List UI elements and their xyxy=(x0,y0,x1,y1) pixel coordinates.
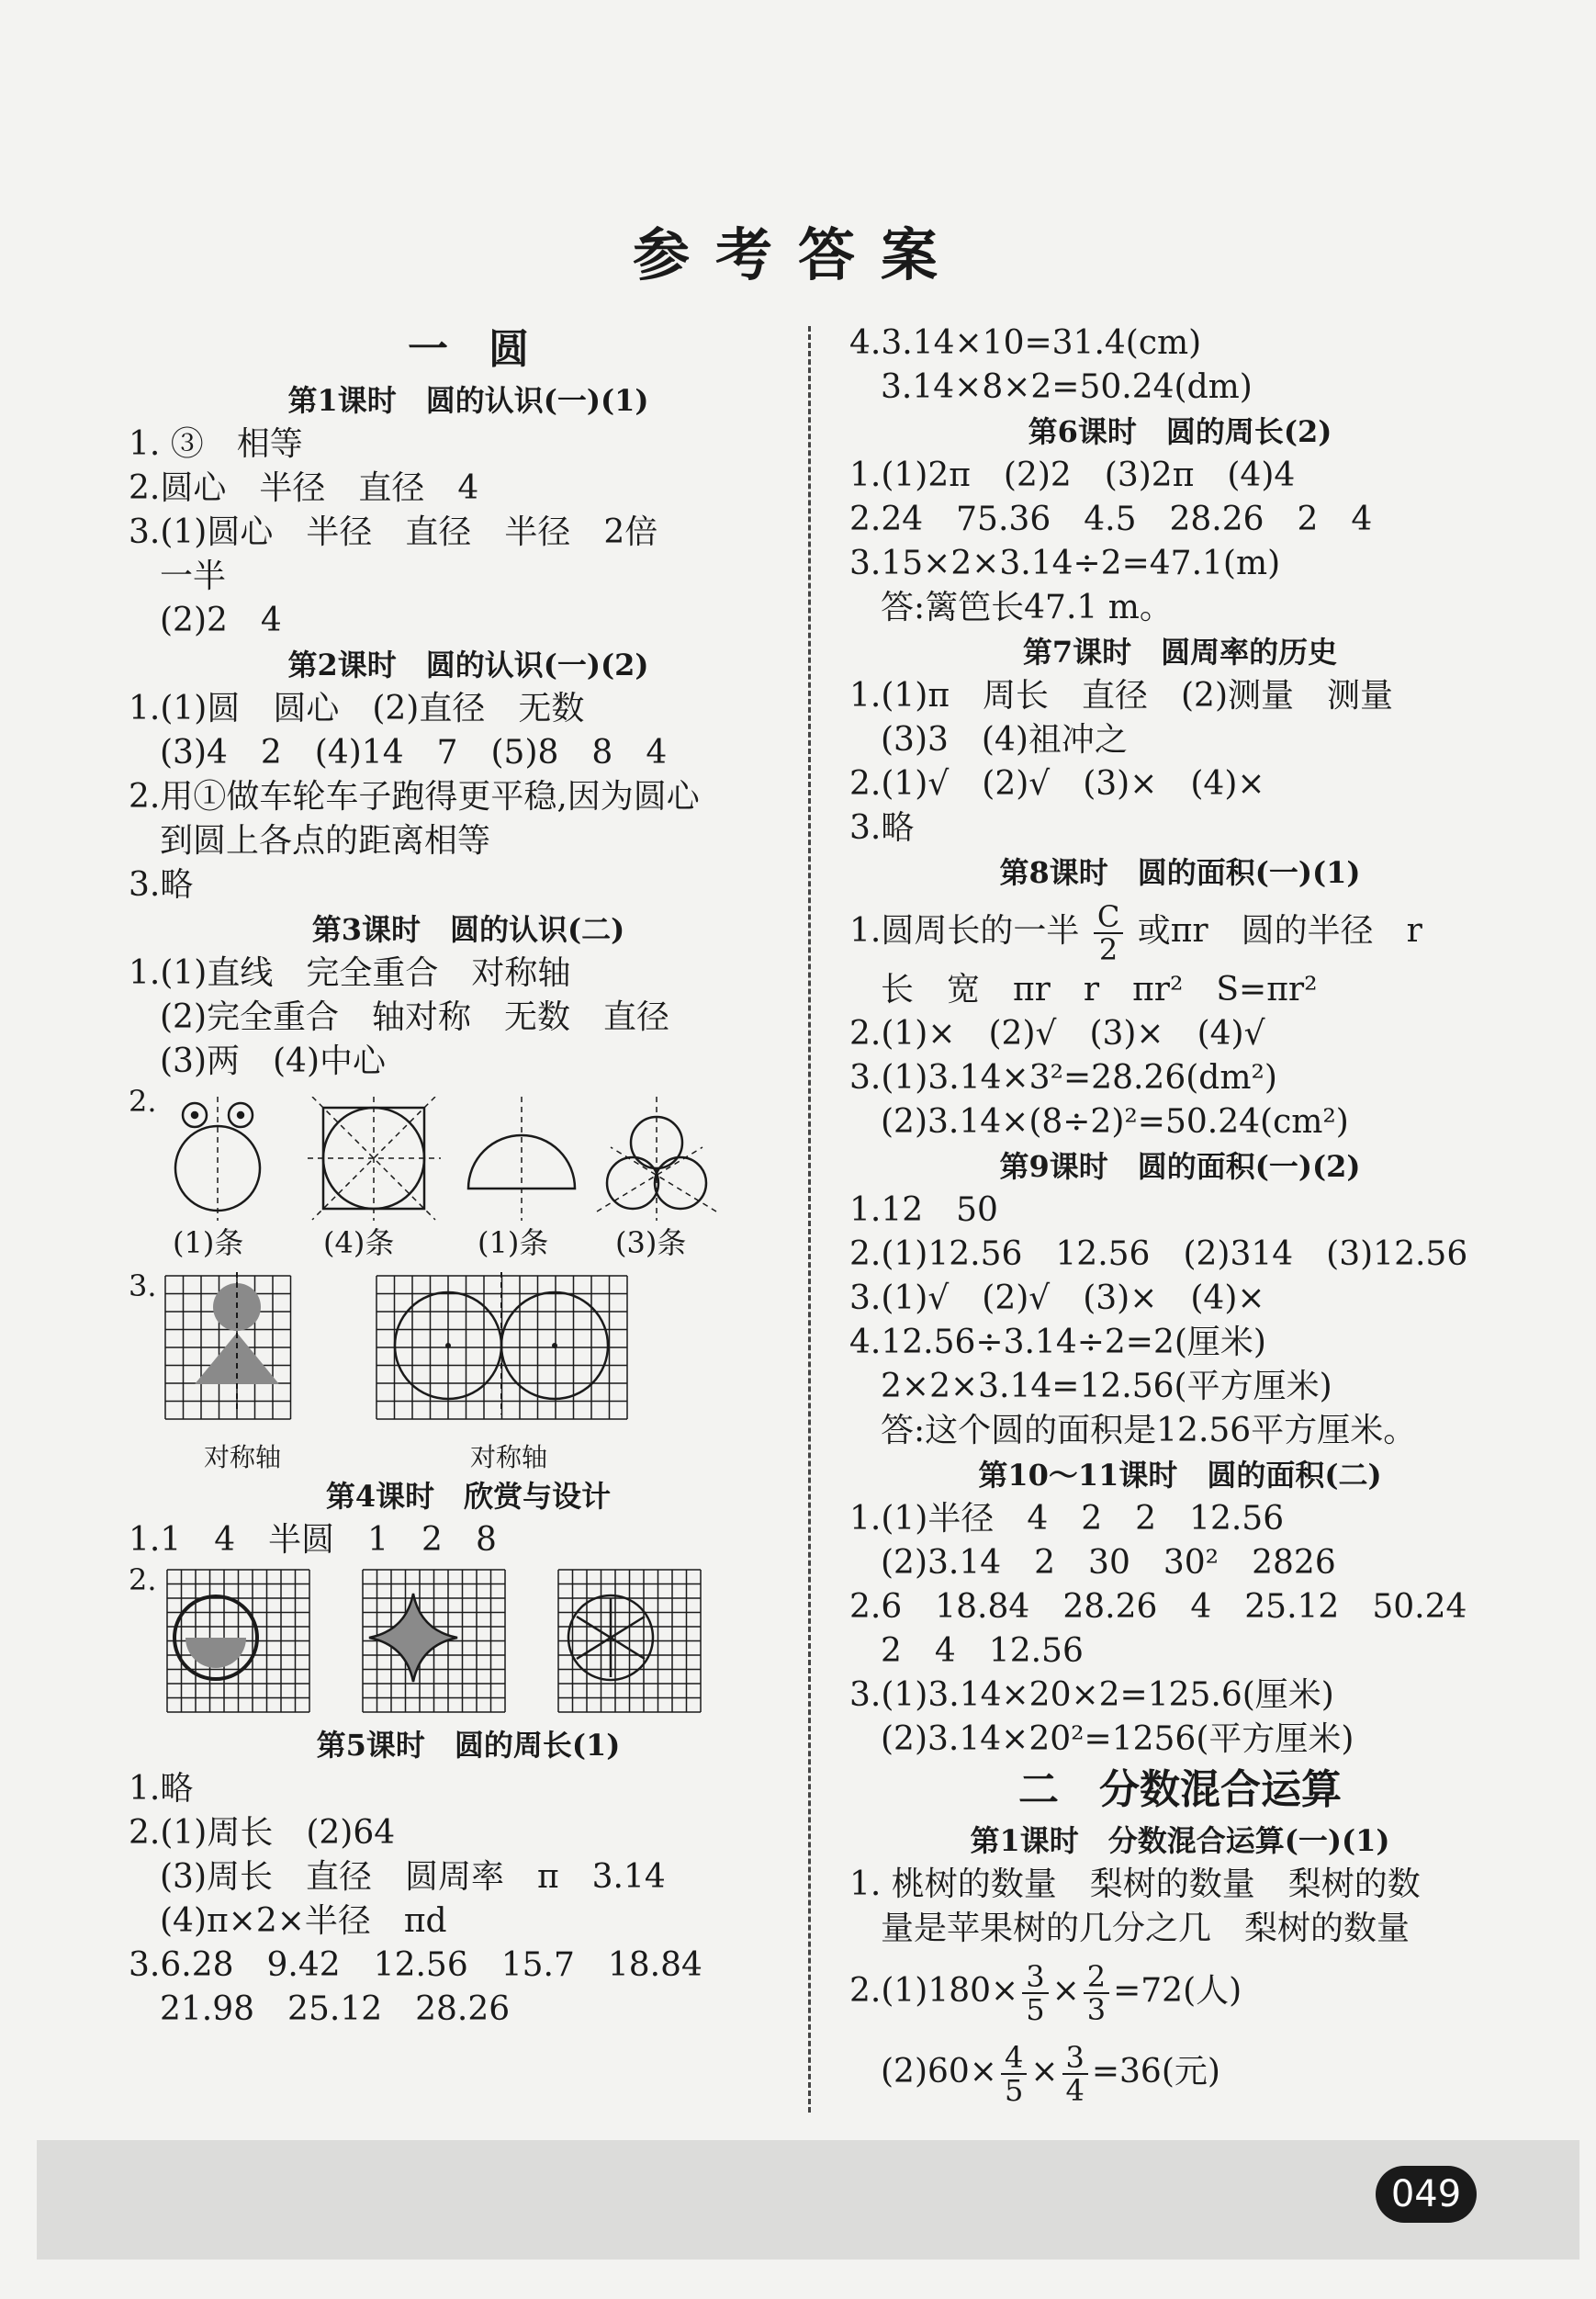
lesson-heading: 第7课时 圆周率的历史 xyxy=(1022,635,1338,670)
fraction-numerator: 3 xyxy=(1062,2042,1088,2075)
question-number: 2. xyxy=(129,1562,157,1597)
face-figure xyxy=(175,1097,260,1221)
answer-line: 21.98 25.12 28.26 xyxy=(160,1990,511,2028)
figure-label: (3)条 xyxy=(615,1225,687,1260)
footer-band xyxy=(37,2140,1579,2260)
answer-line: 3.6.28 9.42 12.56 15.7 18.84 xyxy=(129,1946,702,1984)
fraction xyxy=(1094,901,1123,965)
answer-line: 2 4 12.56 xyxy=(881,1632,1084,1670)
lesson-heading: 第9课时 圆的面积(一)(2) xyxy=(999,1149,1361,1184)
answer-line: 3.(1)3.14×3²=28.26(dm²) xyxy=(849,1059,1277,1097)
grid-figure-2 xyxy=(377,1272,627,1419)
page-number: 049 xyxy=(1376,2166,1477,2223)
symmetry-figure-row xyxy=(129,1097,808,1225)
answer-line: (2)完全重合 轴对称 无数 直径 xyxy=(160,998,669,1036)
answer-line: 1.(1)半径 4 2 2 12.56 xyxy=(849,1500,1285,1538)
text-segment: 1.圆周长的一半 xyxy=(849,912,1080,950)
answer-line xyxy=(849,2032,1511,2113)
answer-line xyxy=(849,895,1511,968)
fraction xyxy=(1084,1961,1109,2025)
answer-line: 3.略 xyxy=(849,809,915,847)
answer-line: 2.(1)12.56 12.56 (2)314 (3)12.56 xyxy=(849,1235,1468,1273)
answer-line: 到圆上各点的距离相等 xyxy=(160,822,491,860)
answer-line: (2)3.14×20²=1256(平方厘米) xyxy=(881,1720,1354,1758)
text-segment: 2.(1)180× xyxy=(849,1972,1019,2010)
answer-line: (2)2 4 xyxy=(160,602,282,639)
text-segment: =36(元) xyxy=(1091,2053,1220,2091)
figure-label: (1)条 xyxy=(478,1225,549,1260)
lesson-heading: 第6课时 圆的周长(2) xyxy=(1028,414,1332,449)
figure-label: (1)条 xyxy=(173,1225,244,1260)
answer-line: 2.用①做车轮车子跑得更平稳,因为圆心 xyxy=(129,778,700,816)
answer-line: 2.(1)周长 (2)64 xyxy=(129,1814,396,1852)
answer-line: 3.14×8×2=50.24(dm) xyxy=(881,368,1253,406)
question-number: 3. xyxy=(129,1268,157,1303)
text-segment: × xyxy=(1051,1972,1080,2010)
answer-line: 2.24 75.36 4.5 28.26 2 4 xyxy=(849,501,1373,538)
answer-line: (2)3.14×(8÷2)²=50.24(cm²) xyxy=(881,1103,1349,1141)
fraction-denominator: 5 xyxy=(1026,1992,1045,2027)
answer-line: 4.3.14×10=31.4(cm) xyxy=(849,324,1202,362)
axis-label: 对称轴 xyxy=(470,1442,548,1472)
answer-line: 1.1 4 半圆 1 2 8 xyxy=(129,1521,497,1559)
fraction-numerator: C xyxy=(1094,901,1123,934)
symmetry-figures xyxy=(129,1084,808,1263)
answer-line: 一半 xyxy=(160,558,227,595)
lesson-heading: 第2课时 圆的认识(一)(2) xyxy=(287,648,649,682)
answer-line: 2.6 18.84 28.26 4 25.12 50.24 xyxy=(849,1588,1467,1626)
answer-line: 2.(1)× (2)√ (3)× (4)√ xyxy=(849,1015,1265,1053)
answer-line: (3)3 (4)祖冲之 xyxy=(881,721,1128,759)
left-column xyxy=(129,321,808,2032)
three-circles-figure xyxy=(597,1097,716,1221)
answer-line: 2.圆心 半径 直径 4 xyxy=(129,469,479,507)
answer-line: (3)周长 直径 圆周率 π 3.14 xyxy=(160,1858,666,1896)
right-column xyxy=(849,321,1511,2113)
answer-line: 1.(1)直线 完全重合 对称轴 xyxy=(129,954,571,992)
lesson-heading: 第5课时 圆的周长(1) xyxy=(316,1728,621,1763)
answer-line: 1.(1)2π (2)2 (3)2π (4)4 xyxy=(849,456,1296,494)
answer-line xyxy=(849,1951,1511,2032)
fraction xyxy=(1022,1961,1048,2025)
page-title: 参考答案 xyxy=(632,221,963,288)
answer-line: (4)π×2×半径 πd xyxy=(160,1902,447,1940)
answer-line: 3.(1)√ (2)√ (3)× (4)× xyxy=(849,1279,1265,1317)
answer-line: 3.(1)3.14×20×2=125.6(厘米) xyxy=(849,1676,1334,1714)
answer-line: (3)4 2 (4)14 7 (5)8 8 4 xyxy=(160,734,668,772)
fraction-denominator: 5 xyxy=(1004,2073,1024,2108)
text-segment: =72(人) xyxy=(1113,1972,1242,2010)
design-pattern-3 xyxy=(568,1595,653,1680)
text-segment: 或πr 圆的半径 r xyxy=(1137,912,1422,950)
fraction-denominator: 2 xyxy=(1098,932,1118,967)
answer-line: 长 宽 πr r πr² S=πr² xyxy=(881,971,1318,1009)
answer-line: 1.略 xyxy=(129,1770,194,1808)
text-segment: (2)60× xyxy=(881,2053,997,2091)
design-pattern-2 xyxy=(369,1594,457,1682)
answer-line: (2)3.14 2 30 30² 2826 xyxy=(881,1544,1336,1582)
design-grid-row xyxy=(129,1566,808,1722)
lesson-heading: 第1课时 分数混合运算(一)(1) xyxy=(970,1823,1390,1858)
answer-line: 4.12.56÷3.14÷2=2(厘米) xyxy=(849,1324,1266,1361)
fraction-denominator: 3 xyxy=(1086,1992,1107,2027)
design-pattern-1 xyxy=(174,1596,257,1679)
column-divider xyxy=(808,326,811,2113)
grid-figure-1 xyxy=(165,1272,291,1419)
answer-line: 3.(1)圆心 半径 直径 半径 2倍 xyxy=(129,513,658,551)
answer-line: 量是苹果树的几分之几 梨树的数量 xyxy=(881,1910,1411,1947)
unit-heading: 二 分数混合运算 xyxy=(1018,1766,1342,1813)
answer-line: 答:篱笆长47.1 m。 xyxy=(881,589,1173,626)
answer-line: 1.(1)π 周长 直径 (2)测量 测量 xyxy=(849,677,1393,715)
design-grid-figures xyxy=(129,1562,808,1723)
fraction-numerator: 3 xyxy=(1022,1961,1048,1994)
answer-line: 1.(1)圆 圆心 (2)直径 无数 xyxy=(129,690,585,727)
question-number: 2. xyxy=(129,1084,157,1119)
answer-line: 2×2×3.14=12.56(平方厘米) xyxy=(881,1368,1332,1405)
lesson-heading: 第8课时 圆的面积(一)(1) xyxy=(999,855,1361,890)
lesson-heading: 第1课时 圆的认识(一)(1) xyxy=(287,383,649,418)
answer-line: 1. 桃树的数量 梨树的数量 梨树的数 xyxy=(849,1865,1421,1903)
answer-line: (3)两 (4)中心 xyxy=(160,1042,386,1080)
square-circle-figure xyxy=(308,1097,441,1221)
axis-label: 对称轴 xyxy=(204,1442,282,1472)
lesson-heading: 第4课时 欣赏与设计 xyxy=(325,1479,612,1514)
answer-line: 3.15×2×3.14÷2=47.1(m) xyxy=(849,545,1281,582)
fraction-numerator: 4 xyxy=(1001,2042,1027,2075)
fraction-denominator: 4 xyxy=(1065,2073,1085,2108)
answer-line: 1.12 50 xyxy=(849,1191,998,1229)
fraction xyxy=(1001,2042,1027,2106)
answer-line: 2.(1)√ (2)√ (3)× (4)× xyxy=(849,765,1265,803)
text-segment: × xyxy=(1030,2053,1059,2091)
fraction xyxy=(1062,2042,1088,2106)
answer-line: 答:这个圆的面积是12.56平方厘米。 xyxy=(881,1412,1417,1449)
fraction-numerator: 2 xyxy=(1084,1961,1109,1994)
lesson-heading: 第10～11课时 圆的面积(二) xyxy=(978,1458,1382,1493)
lesson-heading: 第3课时 圆的认识(二) xyxy=(311,912,625,947)
unit-heading: 一 圆 xyxy=(408,326,529,373)
answer-line: 1. ③ 相等 xyxy=(129,425,303,463)
figure-label: (4)条 xyxy=(323,1225,395,1260)
answer-line: 3.略 xyxy=(129,866,194,904)
axis-grid-row xyxy=(129,1272,808,1437)
axis-grid-figures xyxy=(129,1263,808,1474)
semicircle-figure xyxy=(468,1097,575,1221)
